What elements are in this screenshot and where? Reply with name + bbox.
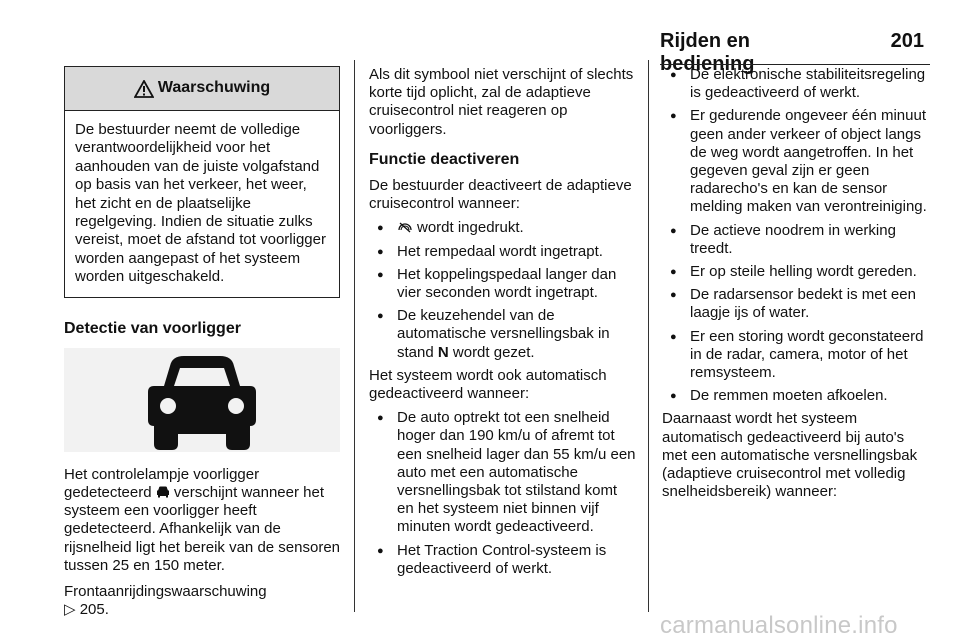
paragraph-text: Het controlelampje voorligger gedetecteerd — [64, 465, 260, 502]
paragraph-text: verschijnt wanneer het systeem een voorligger heeft gedetecteerd. Afhankelijk van de rijsnelheid ligt het bereik van de sensoren tussen 25 en 150 meter. — [64, 484, 340, 574]
section-heading: Detectie van voorligger — [64, 319, 241, 337]
paragraph — [64, 466, 340, 575]
section-title: Rijden en bediening — [660, 30, 755, 75]
list-item: ● De auto optrekt tot een snelheid hoger dan 190 km/u of afremt tot een snelheid lager dan 55 km/u een auto met een automatische versnellingsbak tot stilstand komt en het systeem niet binnen vijf minuten wordt gedeactiveerd. — [369, 409, 637, 536]
warning-box — [64, 66, 340, 298]
section-heading: Functie deactiveren — [369, 150, 520, 168]
page-number: 201 — [890, 30, 924, 52]
column-1 — [64, 66, 340, 619]
header-rule — [660, 64, 930, 65]
warning-header — [65, 67, 339, 111]
list-item: ● Het rempedaal wordt ingetrapt. — [369, 243, 637, 261]
vehicle-ahead-icon — [64, 348, 340, 452]
list-item: ● De elektronische stabiliteitsregeling is gedeactiveerd of werkt. — [662, 66, 932, 102]
paragraph: De bestuurder deactiveert de adaptieve cruisecontrol wanneer: — [369, 177, 632, 213]
condition-list — [662, 66, 932, 405]
paragraph: Het systeem wordt ook automatisch gedeactiveerd wanneer: — [369, 366, 607, 403]
reference-page[interactable]: 205. — [79, 601, 109, 619]
list-item: ● De radarsensor bedekt is met een laagje ijs of water. — [662, 286, 932, 322]
column-2 — [369, 66, 637, 583]
list-item: ● Er een storing wordt geconstateerd in de radar, camera, motor of het remsysteem. — [662, 328, 932, 383]
column-divider — [354, 60, 355, 612]
list-item-text: De keuzehendel van de automatische versnellingsbak in stand — [397, 307, 610, 361]
paragraph: Als dit symbool niet verschijnt of slechts korte tijd oplicht, zal de adaptieve cruisecontrol niet reageren op voorliggers. — [369, 66, 634, 138]
car-illustration — [64, 348, 340, 452]
deactivation-list — [369, 219, 637, 361]
warning-title: Waarschuwing — [157, 79, 271, 97]
list-item-text: wordt gezet. — [452, 343, 535, 361]
cruise-cancel-icon — [397, 221, 413, 233]
warning-triangle-icon — [134, 80, 154, 98]
column-divider — [648, 60, 649, 612]
paragraph: Daarnaast wordt het systeem automatisch gedeactiveerd bij auto's met een automatische versnellingsbak (adaptieve cruisecontrol met volledig snelheidsbereik) wanneer: — [662, 410, 918, 501]
list-item: ● De actieve noodrem in werking treedt. — [662, 222, 932, 258]
reference-arrow-icon: ▷ — [64, 601, 76, 619]
list-item: ● Het Traction Control-systeem is gedeactiveerd of werkt. — [369, 542, 637, 578]
reference-label: Frontaanrijdingswaarschuwing — [64, 583, 267, 601]
list-item-text: wordt ingedrukt. — [417, 219, 524, 237]
watermark: carmanualsonline.info — [660, 612, 898, 639]
column-3 — [662, 66, 932, 501]
list-item: ● De remmen moeten afkoelen. — [662, 387, 932, 405]
cross-reference — [64, 583, 340, 619]
list-item — [369, 307, 637, 362]
warning-text: De bestuurder neemt de volledige verantwoordelijkheid voor het aanhouden van de juiste volgafstand op basis van het verkeer, het weer, het zicht en de plaatselijke regelgeving. Indien de situatie zulks vereist, moet de afstand tot voorligger worden aangepast of het systeem worden uitgeschakeld. — [75, 121, 326, 286]
gear-position: N — [437, 343, 449, 361]
list-item — [369, 219, 637, 237]
vehicle-ahead-icon — [156, 486, 170, 498]
page-header — [660, 24, 930, 75]
list-item: ● Er op steile helling wordt gereden. — [662, 263, 932, 281]
list-item: ● Het koppelingspedaal langer dan vier seconden wordt ingetrapt. — [369, 266, 637, 302]
list-item: ● Er gedurende ongeveer één minuut geen ander verkeer of object langs de weg wordt aangetroffen. In het gegeven geval zijn er geen radarecho's en kan de sensor melding maken van verontreiniging. — [662, 107, 932, 216]
auto-deactivation-list — [369, 409, 637, 578]
